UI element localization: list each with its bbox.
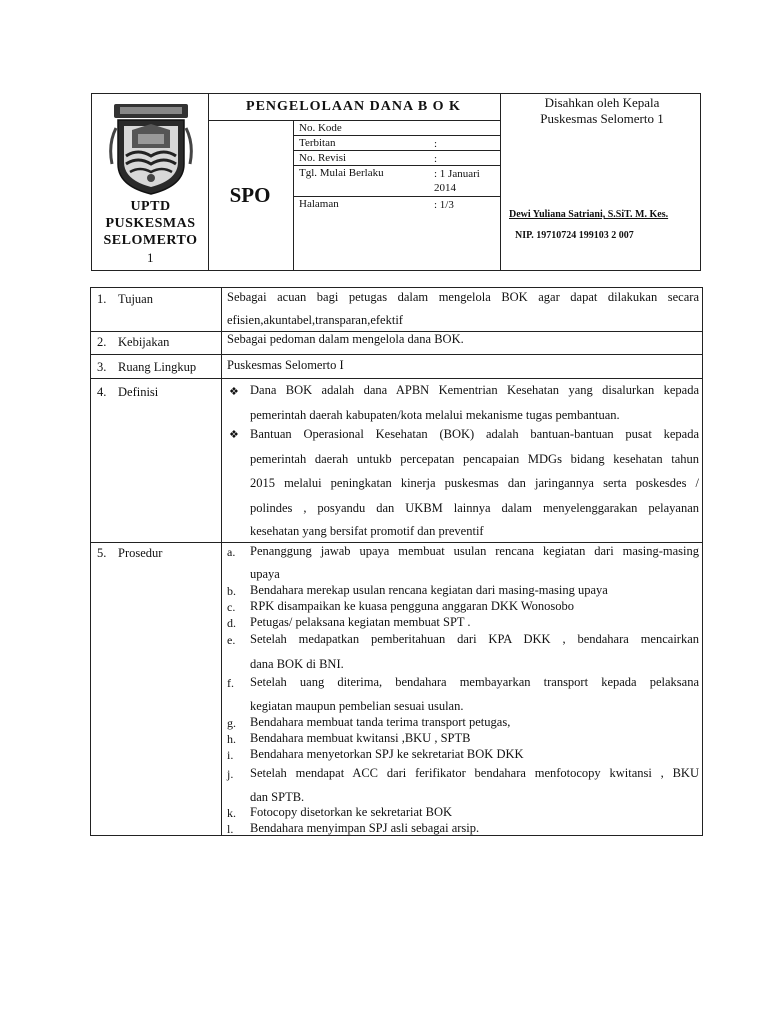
- section-number: 1.: [97, 292, 107, 306]
- procedure-step: Bendahara membuat tanda terima transport petugas,: [250, 715, 511, 729]
- section-text: efisien,akuntabel,transparan,efektif: [227, 313, 403, 327]
- definition-text: kesehatan yang bersifat promotif dan preventif: [250, 524, 484, 538]
- signer-nip: NIP. 19710724 199103 2 007: [515, 230, 634, 241]
- definition-text: polindes , posyandu dan UKBM lainnya dalam menyelenggarakan pelayanan: [250, 501, 699, 515]
- org-line: UPTD: [130, 199, 171, 214]
- procedure-letter: c.: [227, 600, 236, 614]
- meta-value: : 1/3: [434, 199, 454, 211]
- document-title: PENGELOLAAN DANA B O K: [246, 99, 461, 114]
- approval-line: Disahkan oleh Kepala: [544, 95, 660, 110]
- diamond-bullet-icon: ❖: [229, 386, 239, 398]
- table-divider: [221, 288, 222, 835]
- header-divider: [208, 120, 500, 121]
- procedure-letter: a.: [227, 545, 236, 559]
- procedure-step: Bendahara menyetorkan SPJ ke sekretariat BOK DKK: [250, 747, 524, 761]
- header-divider: [500, 94, 501, 270]
- procedure-table: [90, 287, 703, 836]
- procedure-step: Bendahara menyimpan SPJ asli sebagai arsip.: [250, 821, 480, 835]
- definition-text: Bantuan Operasional Kesehatan (BOK) adalah bantuan-bantuan pusat kepada: [250, 427, 699, 441]
- definition-text: 2015 melalui peningkatan kinerja puskesmas dan jaringannya serta poskesdes /: [250, 476, 699, 490]
- section-text: Sebagai acuan bagi petugas dalam mengelola BOK agar dapat dilakukan secara: [227, 290, 699, 304]
- procedure-step: Setelah medapatkan pemberitahuan dari KPA DKK , bendahara mencairkan: [250, 632, 699, 646]
- procedure-step: upaya: [250, 567, 280, 581]
- header-divider: [293, 165, 500, 166]
- section-label: Definisi: [118, 385, 159, 399]
- procedure-step: Bendahara merekap usulan rencana kegiatan dari masing-masing upaya: [250, 583, 608, 597]
- procedure-letter: g.: [227, 716, 236, 730]
- org-line: PUSKESMAS: [105, 216, 196, 231]
- section-number: 3.: [97, 360, 107, 374]
- procedure-letter: e.: [227, 633, 236, 647]
- procedure-letter: b.: [227, 584, 236, 598]
- procedure-step: Petugas/ pelaksana kegiatan membuat SPT .: [250, 615, 471, 629]
- org-line: SELOMERTO: [103, 233, 198, 248]
- approval-line: Puskesmas Selomerto 1: [540, 111, 664, 126]
- section-label: Prosedur: [118, 546, 163, 560]
- section-number: 2.: [97, 335, 107, 349]
- procedure-letter: l.: [227, 822, 234, 836]
- procedure-step: dana BOK di BNI.: [250, 657, 344, 671]
- definition-text: pemerintah daerah kabupaten/kota melalui mekanisme tugas pembantuan.: [250, 408, 620, 422]
- procedure-step: kegiatan maupun pembelian sesuai usulan.: [250, 699, 464, 713]
- definition-text: pemerintah daerah untukb percepatan pencapaian MDGs bidang kesehatan tahun: [250, 452, 699, 466]
- section-label: Kebijakan: [118, 335, 170, 349]
- section-text: Sebagai pedoman dalam mengelola dana BOK.: [227, 332, 464, 346]
- procedure-step: dan SPTB.: [250, 790, 305, 804]
- procedure-step: Penanggung jawab upaya membuat usulan rencana kegiatan dari masing-masing: [250, 544, 699, 558]
- approval-block: [503, 95, 701, 127]
- section-number: 4.: [97, 385, 107, 399]
- procedure-step: Bendahara membuat kwitansi ,BKU , SPTB: [250, 731, 471, 745]
- header-divider: [293, 120, 294, 270]
- meta-label: Halaman: [299, 198, 339, 210]
- signer-name: Dewi Yuliana Satriani, S.SiT. M. Kes.: [509, 209, 669, 220]
- diamond-bullet-icon: ❖: [229, 429, 239, 441]
- meta-value: 2014: [434, 182, 456, 194]
- regency-emblem-logo: [108, 104, 194, 196]
- section-text: Puskesmas Selomerto I: [227, 358, 344, 372]
- table-divider: [91, 542, 702, 543]
- table-divider: [91, 354, 702, 355]
- document-type: SPO: [229, 183, 271, 207]
- section-label: Ruang Lingkup: [118, 360, 197, 374]
- procedure-letter: d.: [227, 616, 236, 630]
- procedure-step: Setelah uang diterima, bendahara membayarkan transport kepada pelaksana: [250, 675, 699, 689]
- procedure-letter: h.: [227, 732, 236, 746]
- procedure-letter: k.: [227, 806, 236, 820]
- header-divider: [293, 196, 500, 197]
- org-line: 1: [147, 250, 154, 265]
- meta-value: :: [434, 138, 438, 150]
- procedure-step: Fotocopy disetorkan ke sekretariat BOK: [250, 805, 453, 819]
- procedure-step: RPK disampaikan ke kuasa pengguna anggaran DKK Wonosobo: [250, 599, 575, 613]
- meta-label: Terbitan: [299, 137, 336, 149]
- procedure-step: Setelah mendapat ACC dari ferifikator bendahara menfotocopy kwitansi , BKU: [250, 766, 699, 780]
- header-divider: [293, 135, 500, 136]
- meta-label: No. Kode: [299, 122, 342, 134]
- meta-value: : 1 Januari: [434, 168, 480, 180]
- definition-text: Dana BOK adalah dana APBN Kementrian Kesehatan yang disalurkan kepada: [250, 383, 699, 397]
- table-divider: [91, 378, 702, 379]
- header-divider: [293, 150, 500, 151]
- procedure-letter: j.: [227, 767, 234, 781]
- section-number: 5.: [97, 546, 107, 560]
- section-label: Tujuan: [118, 292, 153, 306]
- organization-name: [91, 198, 210, 266]
- meta-label: No. Revisi: [299, 152, 347, 164]
- meta-label: Tgl. Mulai Berlaku: [299, 167, 384, 179]
- procedure-letter: f.: [227, 676, 234, 690]
- meta-value: :: [434, 153, 438, 165]
- procedure-letter: i.: [227, 748, 234, 762]
